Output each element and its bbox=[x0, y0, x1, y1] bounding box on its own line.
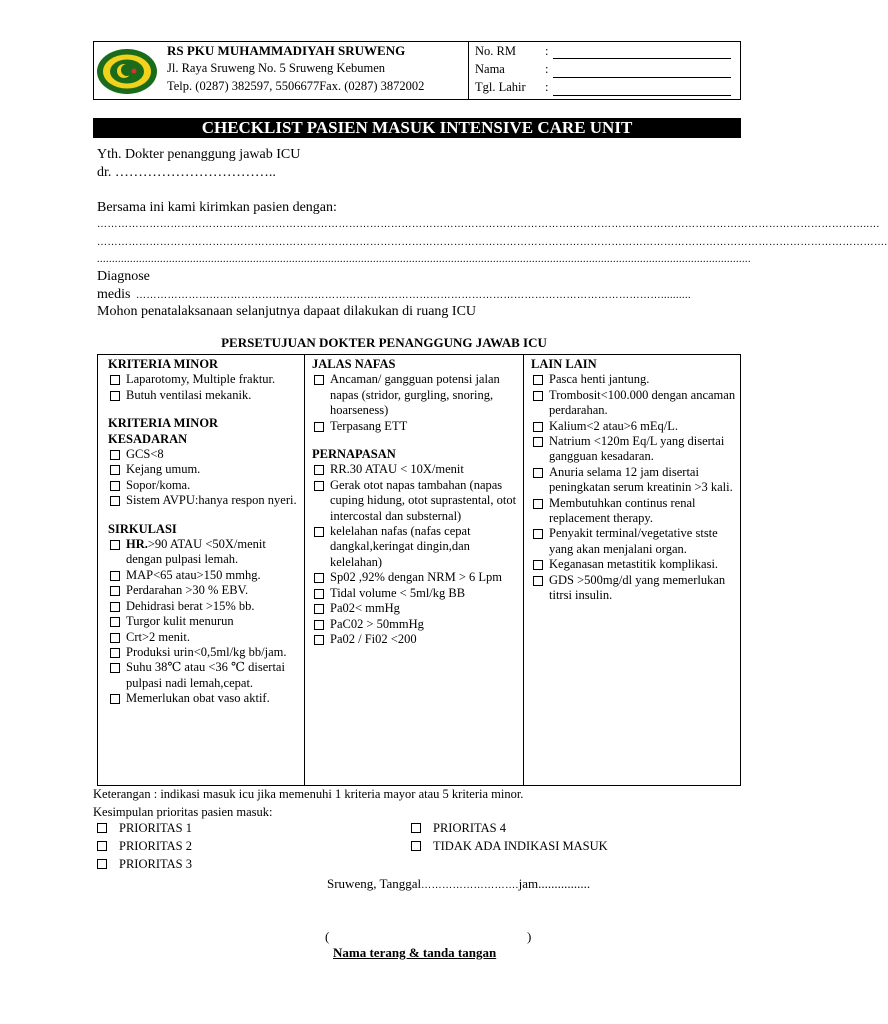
checkbox[interactable] bbox=[411, 841, 421, 851]
checkbox-item[interactable]: HR.>90 ATAU <50X/menit dengan pulpasi lemah. bbox=[104, 537, 300, 568]
checkbox-item[interactable]: Turgor kulit menurun bbox=[104, 614, 300, 629]
checkbox[interactable] bbox=[314, 375, 324, 385]
checkbox[interactable] bbox=[110, 481, 120, 491]
checkbox-item[interactable]: Pasca henti jantung. bbox=[527, 372, 737, 387]
heading-kriteria-minor-2: KRITERIA MINOR bbox=[108, 416, 219, 431]
checkbox[interactable] bbox=[314, 620, 324, 630]
checkbox-item[interactable]: Penyakit terminal/vegetative stste yang akan menjalani organ. bbox=[527, 526, 737, 557]
checkbox-item[interactable]: Memerlukan obat vaso aktif. bbox=[104, 691, 300, 706]
field-input-tgl-lahir[interactable] bbox=[553, 94, 731, 96]
hospital-address: Jl. Raya Sruweng No. 5 Sruweng Kebumen bbox=[167, 61, 386, 75]
checkbox-item[interactable]: GDS >500mg/dl yang memerlukan titrsi insulin. bbox=[527, 573, 737, 604]
doctor-name-field[interactable]: dr. …………………………….. bbox=[97, 165, 276, 180]
checkbox-item[interactable]: Tidal volume < 5ml/kg BB bbox=[308, 586, 520, 601]
send-text: Bersama ini kami kirimkan pasien dengan: bbox=[97, 200, 337, 215]
checkbox-item[interactable]: Anuria selama 12 jam disertai peningkatan serum kreatinin >3 kali. bbox=[527, 465, 737, 496]
checkbox[interactable] bbox=[314, 589, 324, 599]
checkbox[interactable] bbox=[110, 465, 120, 475]
checkbox-item[interactable]: Laparotomy, Multiple fraktur. bbox=[104, 372, 300, 387]
date-field[interactable]: ………………………. bbox=[421, 880, 519, 891]
checkbox-item[interactable]: Pa02< mmHg bbox=[308, 601, 520, 616]
heading-lain-lain: LAIN LAIN bbox=[531, 357, 597, 371]
checkbox-item[interactable]: Kalium<2 atau>6 mEq/L. bbox=[527, 419, 737, 434]
checkbox[interactable] bbox=[97, 823, 107, 833]
checkbox-item[interactable]: Perdarahan >30 % EBV. bbox=[104, 583, 300, 598]
field-label-tgl-lahir: Tgl. Lahir bbox=[475, 80, 526, 94]
checkbox-item[interactable]: MAP<65 atau>150 mmhg. bbox=[104, 568, 300, 583]
heading-jalas-nafas: JALAS NAFAS bbox=[312, 357, 396, 371]
checkbox[interactable] bbox=[533, 375, 543, 385]
checkbox-item[interactable]: Produksi urin<0,5ml/kg bb/jam. bbox=[104, 645, 300, 660]
checkbox[interactable] bbox=[97, 841, 107, 851]
checkbox[interactable] bbox=[110, 496, 120, 506]
checkbox[interactable] bbox=[110, 571, 120, 581]
request-text: Mohon penatalaksanaan selanjutnya dapaat dilakukan di ruang ICU bbox=[97, 304, 477, 319]
criteria-column-2 bbox=[308, 357, 520, 647]
checkbox[interactable] bbox=[314, 481, 324, 491]
checkbox-item[interactable]: Suhu 38℃ atau <36 ℃ disertai pulpasi nadi lemah,cepat. bbox=[104, 660, 300, 691]
diagnose-field[interactable]: …………………………………………………………………………………………………………………………………….......... bbox=[136, 290, 691, 301]
checkbox-item[interactable]: PaC02 > 50mmHg bbox=[308, 617, 520, 632]
criteria-column-1 bbox=[104, 357, 300, 707]
page-title: CHECKLIST PASIEN MASUK INTENSIVE CARE UNIT bbox=[93, 118, 741, 138]
checkbox-item[interactable]: kelelahan nafas (nafas cepat dangkal,keringat dingin,dan kelelahan) bbox=[308, 524, 520, 570]
heading-kesadaran: KESADARAN bbox=[108, 431, 188, 446]
field-label-nama: Nama bbox=[475, 62, 505, 76]
field-label-rm: No. RM bbox=[475, 44, 516, 58]
checkbox-item[interactable]: Gerak otot napas tambahan (napas cuping hidung, otot suprastental, otot intercostal dan substernal) bbox=[308, 478, 520, 524]
checkbox-item[interactable]: Crt>2 menit. bbox=[104, 630, 300, 645]
criteria-column-3 bbox=[527, 357, 737, 604]
checkbox[interactable] bbox=[110, 663, 120, 673]
paren-open: ( bbox=[325, 929, 330, 944]
hospital-logo bbox=[96, 48, 158, 95]
checkbox-item[interactable]: Sistem AVPU:hanya respon nyeri. bbox=[104, 493, 300, 508]
checkbox-item[interactable]: Natrium <120m Eq/L yang disertai gangguan kesadaran. bbox=[527, 434, 737, 465]
checkbox[interactable] bbox=[411, 823, 421, 833]
diagnose-label-2: medis bbox=[97, 287, 131, 302]
field-input-rm[interactable] bbox=[553, 57, 731, 59]
note-text: Keterangan : indikasi masuk icu jika memenuhi 1 kriteria mayor atau 5 kriteria minor. bbox=[93, 787, 524, 801]
checkbox[interactable] bbox=[533, 391, 543, 401]
addressee: Yth. Dokter penanggung jawab ICU bbox=[97, 147, 301, 162]
priority-option-3[interactable]: PRIORITAS 3 bbox=[97, 857, 192, 872]
checkbox-item[interactable]: Trombosit<100.000 dengan ancaman perdarahan. bbox=[527, 388, 737, 419]
field-sep-nama: : bbox=[545, 62, 549, 76]
heading-sirkulasi: SIRKULASI bbox=[108, 521, 177, 536]
criteria-table bbox=[97, 354, 741, 786]
checkbox[interactable] bbox=[533, 560, 543, 570]
heading-pernapasan: PERNAPASAN bbox=[312, 447, 396, 462]
checkbox[interactable] bbox=[533, 422, 543, 432]
checkbox[interactable] bbox=[533, 499, 543, 509]
checkbox-item[interactable]: Sp02 ,92% dengan NRM > 6 Lpm bbox=[308, 570, 520, 585]
checkbox[interactable] bbox=[314, 635, 324, 645]
checkbox-item[interactable]: Pa02 / Fi02 <200 bbox=[308, 632, 520, 647]
checkbox[interactable] bbox=[314, 422, 324, 432]
diagnose-label: Diagnose bbox=[97, 269, 150, 284]
priority-option-none[interactable]: TIDAK ADA INDIKASI MASUK bbox=[411, 839, 608, 854]
checkbox-item[interactable]: Butuh ventilasi mekanik. bbox=[104, 388, 300, 403]
checkbox[interactable] bbox=[533, 576, 543, 586]
conclusion-text: Kesimpulan prioritas pasien masuk: bbox=[93, 805, 273, 819]
hospital-phone: Telp. (0287) 382597, 5506677Fax. (0287) 3872002 bbox=[167, 79, 425, 93]
checkbox-item[interactable]: Keganasan metastitik komplikasi. bbox=[527, 557, 737, 572]
time-field[interactable]: jam................ bbox=[518, 876, 591, 891]
checkbox[interactable] bbox=[110, 391, 120, 401]
priority-option-2[interactable]: PRIORITAS 2 bbox=[97, 839, 192, 854]
hospital-name: RS PKU MUHAMMADIYAH SRUWENG bbox=[167, 43, 406, 58]
checkbox-item[interactable]: RR.30 ATAU < 10X/menit bbox=[308, 462, 520, 477]
checkbox[interactable] bbox=[110, 694, 120, 704]
checkbox[interactable] bbox=[314, 465, 324, 475]
paren-close: ) bbox=[527, 929, 532, 944]
checkbox-item[interactable]: Ancaman/ gangguan potensi jalan napas (stridor, gurgling, snoring, hoarseness) bbox=[308, 372, 520, 418]
checkbox[interactable] bbox=[110, 586, 120, 596]
field-sep-tgl-lahir: : bbox=[545, 80, 549, 94]
checkbox[interactable] bbox=[97, 859, 107, 869]
checkbox[interactable] bbox=[110, 450, 120, 460]
place-date-label: Sruweng, Tanggal bbox=[327, 876, 422, 891]
checkbox[interactable] bbox=[314, 573, 324, 583]
condition-line-1[interactable]: …………………………………………………………………………………………………………………………………………………………………………………………………..… bbox=[97, 219, 880, 230]
checkbox-item[interactable]: Kejang umum. bbox=[104, 462, 300, 477]
checkbox[interactable] bbox=[533, 437, 543, 447]
place-date-line bbox=[327, 876, 590, 892]
checkbox[interactable] bbox=[110, 633, 120, 643]
checkbox[interactable] bbox=[110, 648, 120, 658]
checkbox-item[interactable]: GCS<8 bbox=[104, 447, 300, 462]
field-sep-rm: : bbox=[545, 44, 549, 58]
checkbox[interactable] bbox=[110, 540, 120, 550]
condition-line-3[interactable]: .......................................................................................................................................................................................................................... bbox=[97, 254, 751, 265]
heading-kriteria-minor: KRITERIA MINOR bbox=[108, 357, 219, 371]
condition-line-2[interactable]: ………………………………………………………………………………………………………………………………………………………………………………………………………. bbox=[97, 237, 888, 248]
checkbox-item[interactable]: Sopor/koma. bbox=[104, 478, 300, 493]
field-input-nama[interactable] bbox=[553, 76, 731, 78]
checkbox[interactable] bbox=[533, 529, 543, 539]
checkbox[interactable] bbox=[110, 375, 120, 385]
checkbox-item[interactable]: Terpasang ETT bbox=[308, 419, 520, 434]
approval-title: PERSETUJUAN DOKTER PENANGGUNG JAWAB ICU bbox=[221, 335, 547, 350]
priority-option-4[interactable]: PRIORITAS 4 bbox=[411, 821, 506, 836]
checkbox[interactable] bbox=[314, 604, 324, 614]
priority-option-1[interactable]: PRIORITAS 1 bbox=[97, 821, 192, 836]
checkbox[interactable] bbox=[314, 527, 324, 537]
checkbox-item[interactable]: Dehidrasi berat >15% bb. bbox=[104, 599, 300, 614]
checkbox[interactable] bbox=[110, 617, 120, 627]
signature-label: Nama terang & tanda tangan bbox=[333, 945, 497, 960]
checkbox[interactable] bbox=[533, 468, 543, 478]
checkbox-item[interactable]: Membutuhkan continus renal replacement therapy. bbox=[527, 496, 737, 527]
checkbox[interactable] bbox=[110, 602, 120, 612]
